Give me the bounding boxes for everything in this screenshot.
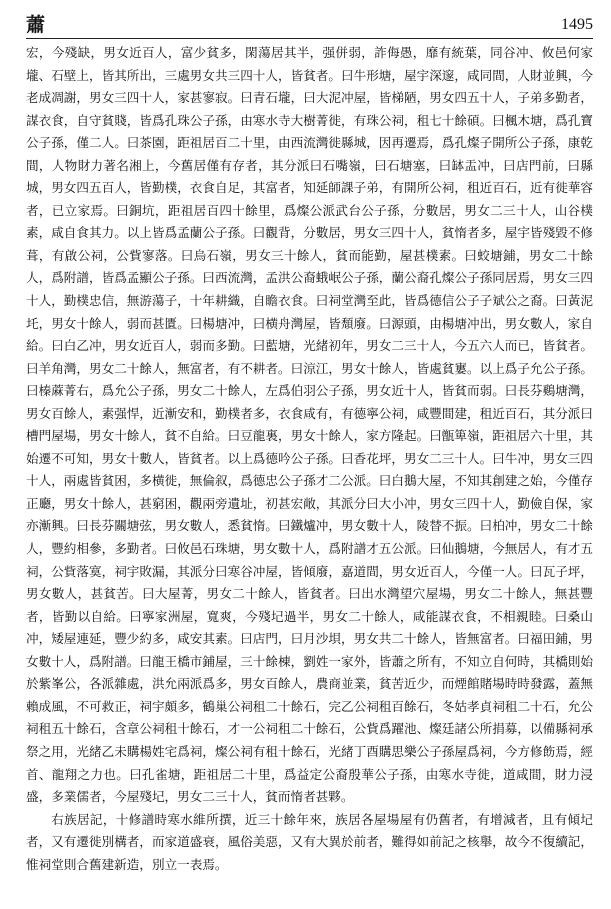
body-paragraph-postscript: 右族居記，十修譜時寒水維所撰，近三十餘年來，族居各屋場屋有仍舊者，有增減者，且有傾圮者，又有遷徙別構者，而家道盛衰，風俗美惡，又有大異於前者，難得如前記之核舉，故今不復續記，惟祠堂則合舊建新造，別立一表焉。 [26, 811, 593, 872]
page-number: 1495 [561, 16, 593, 33]
body-paragraph-main: 宏，今殘缺，男女近百人，富少貧多，閑蕩居其半，强併弱，詐侮愚，靡有統葉，同谷冲、攸邑何家壠、石壁上，皆其所出，三處男女共三四十人，皆貧者。曰牛形塘，屋宇深邃，咸同間，人財並興，今老成凋謝，男女三四十人，家甚寥寂。曰青石壠，曰大泥冲屋，皆梯陋，男女四五十人，子弟多勤者，謀衣食，自守貧賤，皆爲孔珠公子孫，由寒水寺大樹菁徙，有珠公祠，租七十餘碩。曰楓木塘，爲孔寶公子孫，僅二人。曰茶園，距祖居百二十里，由西流灣徙縣城，因再遷焉，爲孔燦子開所公子孫，康乾間，人物財力著名湘上，今舊居僅有存者，其分派曰石嘴嶺，曰石塘塞，曰缽盂冲，曰店門前，曰縣城，男女四五百人，皆勤樸，衣食自足，其富者，知延師課子弟，有開所公祠，租近百石，近有徙華容者，已立家焉。曰銅坑，距祖居百四十餘里，爲燦公派武台公子孫，分數居，男女二三十人，山谷樸素，咸自食其力。以上皆爲孟蘭公子孫。曰觀背，分數居，男女三四十人，貧惰者多，屋宇皆殘毀不修葺，有啟公祠，公貲寥落。曰烏石嶺，男女三十餘人，貧而能勤，屋甚樸素。曰蛟塘鋪，男女二十餘人，爲附譜，皆爲孟顯公子孫。曰西流灣，孟洪公裔蛾岷公子孫，蘭公裔孔燦公子孫同居焉，男女三四十人，勤樸忠信，無游蕩子，十年耕織，自瞻衣食。曰祠堂灣至此，皆爲德信公子子斌公之裔。曰黃泥圫，男女十餘人，弱而甚匱。曰楊塘冲，曰横舟灣屋，皆頹廢。曰源頭，由楊塘冲出，男女數人，家自給。曰白乙冲，男女近百人，弱而多勤。曰藍塘，光緒初年，男女二三十人，今五六人而已，皆貧者。曰羊角灣，男女二十餘人，無富者，有不耕者。曰涼江，男女十餘人，皆處貧寠。以上爲子允公子孫。曰榛蔴菁右，爲允公子孫，男女二十餘人，左爲伯羽公子孫，男女近十人，皆貧而弱。曰長芬鷄塘灣，男女百餘人，素强悍，近漸安和，勤樸者多，衣食咸有，有德寧公祠，咸豐間建，租近百石，其分派曰槽門屋場，男女十餘人，貧不自給。曰豆龍裏，男女十餘人，家方隆起。曰甑箄嶺，距祖居六十里，其始遷不可知，男女十數人，皆貧者。以上爲德吟公子孫。曰香花坪，男女二三十人。曰牛冲，男女三四十人，兩處皆貧困，多横徙，無倫叙，爲德忠公子孫才二公派。曰白鵝大屋，不知其創建之始，今僅存正廳，男女十餘人，甚窮困，觀兩旁遺址，初甚宏敞，其派分曰大小冲，男女三四十人，勤儉自保，家亦漸興。曰長芬關塘弦，男女數人，悉貧惰。曰鐵爐冲，男女數十人，陵替不振。曰柏冲，男女二十餘人，豐約相參，多勤者。曰攸邑石珠塘，男女數十人，爲附譜才五公派。曰仙鵝塘，今無居人，有才五祠，公貲落寞，祠宇敗漏，其派分曰寒谷冲屋，皆傾廢，嘉道間，男女近百人，今僅一人。曰瓦子坪，男女數人，甚貧苦。曰大屋菁，男女二十餘人，皆貧者。曰出水灣望穴屋場，男女二十餘人，無甚豐者，皆勤以自給。曰寧家洲屋，寬爽，今殘圮過半，男女二十餘人，咸能謀衣食，不相親睦。曰桑山冲，矮屋連延，豐少約多，咸安其素。曰店門，曰月沙垻，男女共二十餘人，皆無富者。曰福田鋪，男女數十人，爲附譜。曰龍王橋市鋪屋，三十餘棟，劉姓一家外，皆蕭之所有，不知立自何時，其橋則始於紫峯公，各派雜處，洪允兩派爲多，男女百餘人，農商並業，貧苦近少，而煙館賭場時時發露，蓋無賴成風，不可救正，祠宇頗多，鶴巢公祠租二十餘石，完乙公祠租百餘石，冬姑孝貞祠租二十石，允公祠租五十餘石，含章公祠租十餘石，才一公祠租二十餘石，公貲爲躍池、燦廷諸公所捐募，以備縣祠承祭之用，光緒乙未購楊姓宅爲祠，燦公祠有租十餘石，光緒丁酉購思樂公子孫屋爲祠，今方修飭焉，經首、龍翔之力也。曰孔雀塘，距祖居二十里，爲益定公裔殷華公子孫，由寒水寺徙，道咸間，財力浸盛，多業儒者，今屋殘圮，男女二三十人，貧而惰者甚夥。 [26, 45, 593, 805]
running-header [26, 12, 593, 38]
page-body [26, 42, 593, 876]
header-rule [26, 38, 593, 39]
header-surname: 蕭 [26, 14, 46, 36]
